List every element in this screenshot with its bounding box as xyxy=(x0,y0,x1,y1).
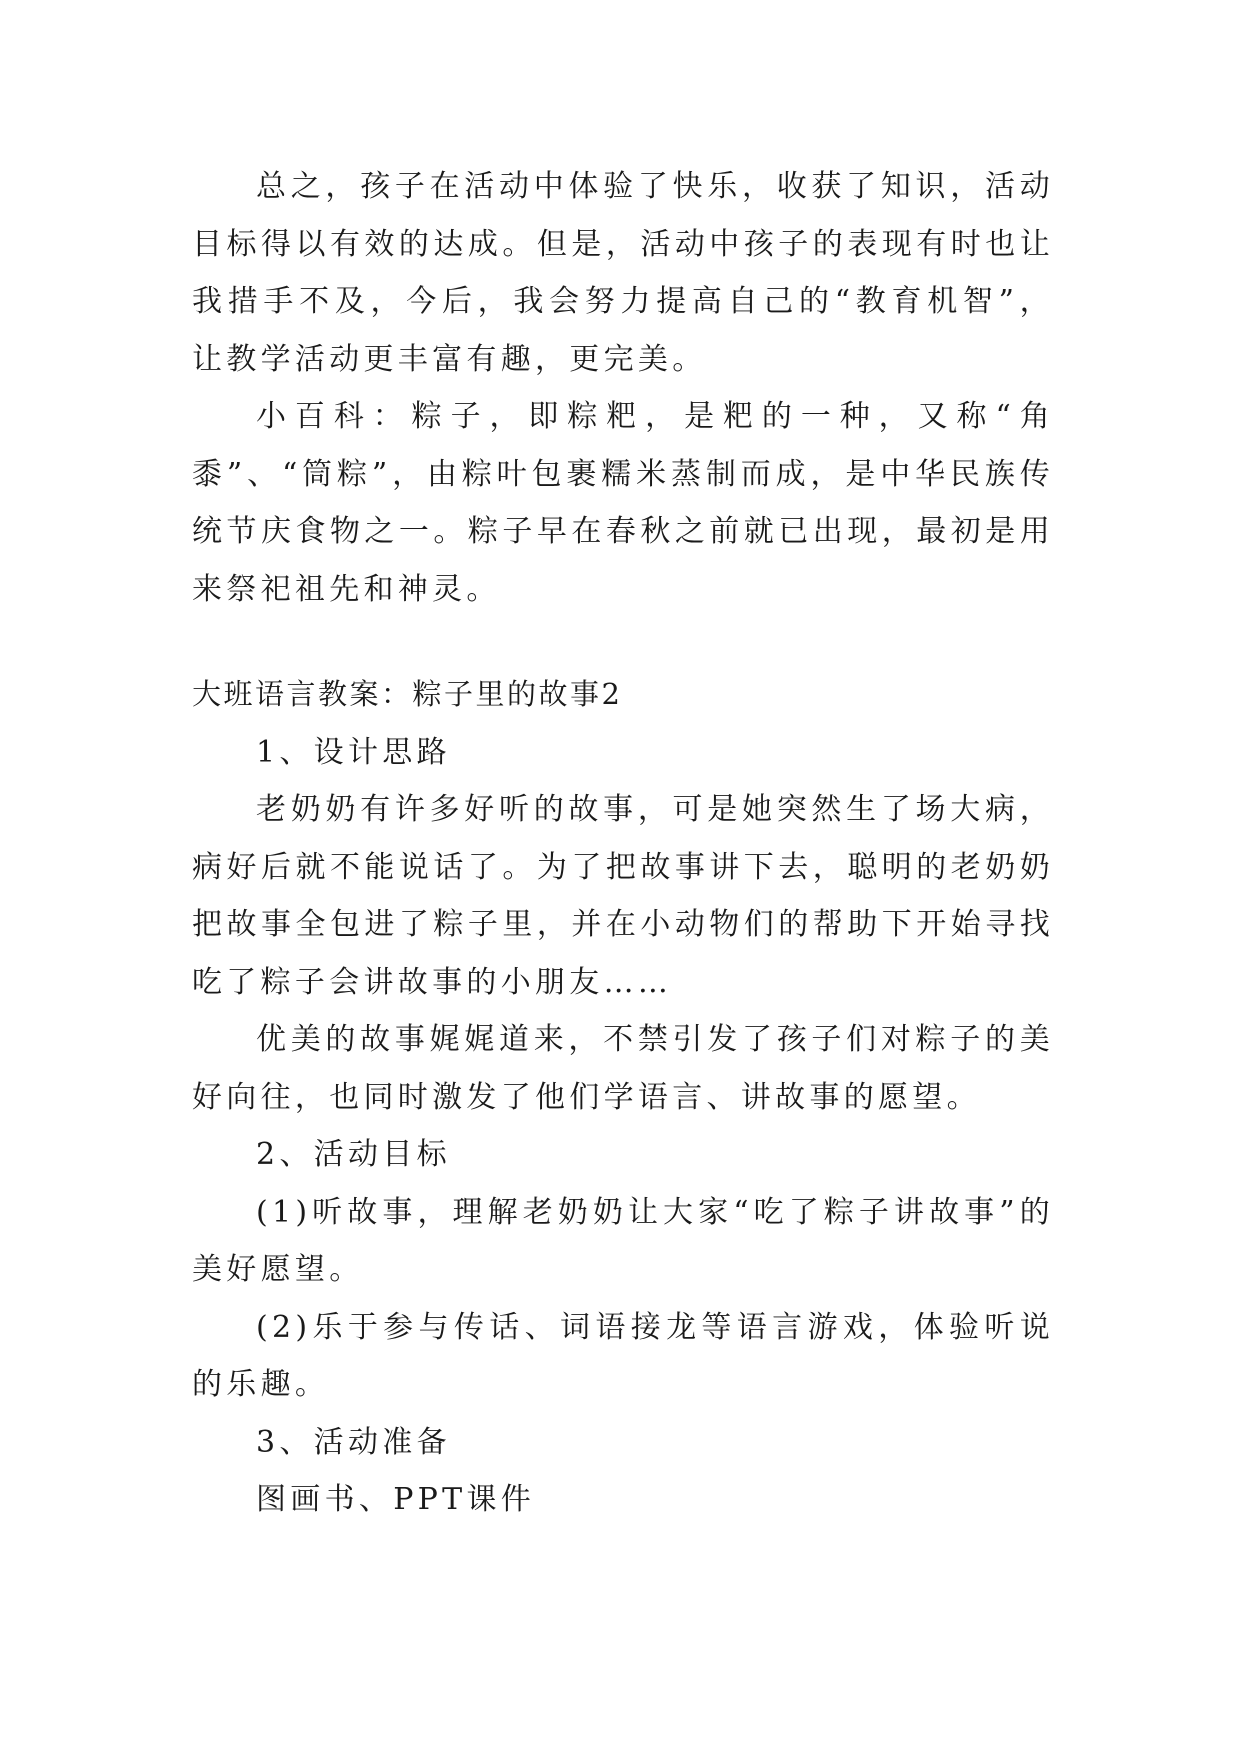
section-title: 大班语言教案：粽子里的故事2 xyxy=(192,677,623,711)
document-page xyxy=(192,158,1054,1529)
goal-item-1: (1)听故事，理解老奶奶让大家“吃了粽子讲故事”的美好愿望。 xyxy=(192,1194,1054,1287)
paragraph-summary: 总之，孩子在活动中体验了快乐，收获了知识，活动目标得以有效的达成。但是，活动中孩子的表现有时也让我措手不及，今后，我会努力提高自己的“教育机智”，让教学活动更丰富有趣，更完美。 xyxy=(192,169,1054,377)
heading-design-idea: 1、设计思路 xyxy=(256,734,451,770)
heading-activity-prep: 3、活动准备 xyxy=(256,1424,451,1460)
paragraph-encyclopedia: 小百科：粽子，即粽粑，是粑的一种，又称“角黍”、“筒粽”，由粽叶包裹糯米蒸制而成，是中华民族传统节庆食物之一。粽子早在春秋之前就已出现，最初是用来祭祀祖先和神灵。 xyxy=(192,399,1054,607)
prep-content: 图画书、PPT课件 xyxy=(256,1482,536,1517)
heading-activity-goals: 2、活动目标 xyxy=(256,1137,451,1172)
goal-item-2: (2)乐于参与传话、词语接龙等语言游戏，体验听说的乐趣。 xyxy=(192,1309,1054,1402)
paragraph-design-1: 老奶奶有许多好听的故事，可是她突然生了场大病，病好后就不能说话了。为了把故事讲下去，聪明的老奶奶把故事全包进了粽子里，并在小动物们的帮助下开始寻找吃了粽子会讲故事的小朋友…… xyxy=(192,792,1054,1000)
paragraph-design-2: 优美的故事娓娓道来，不禁引发了孩子们对粽子的美好向往，也同时激发了他们学语言、讲故事的愿望。 xyxy=(192,1022,1054,1115)
section-gap xyxy=(192,618,1054,666)
